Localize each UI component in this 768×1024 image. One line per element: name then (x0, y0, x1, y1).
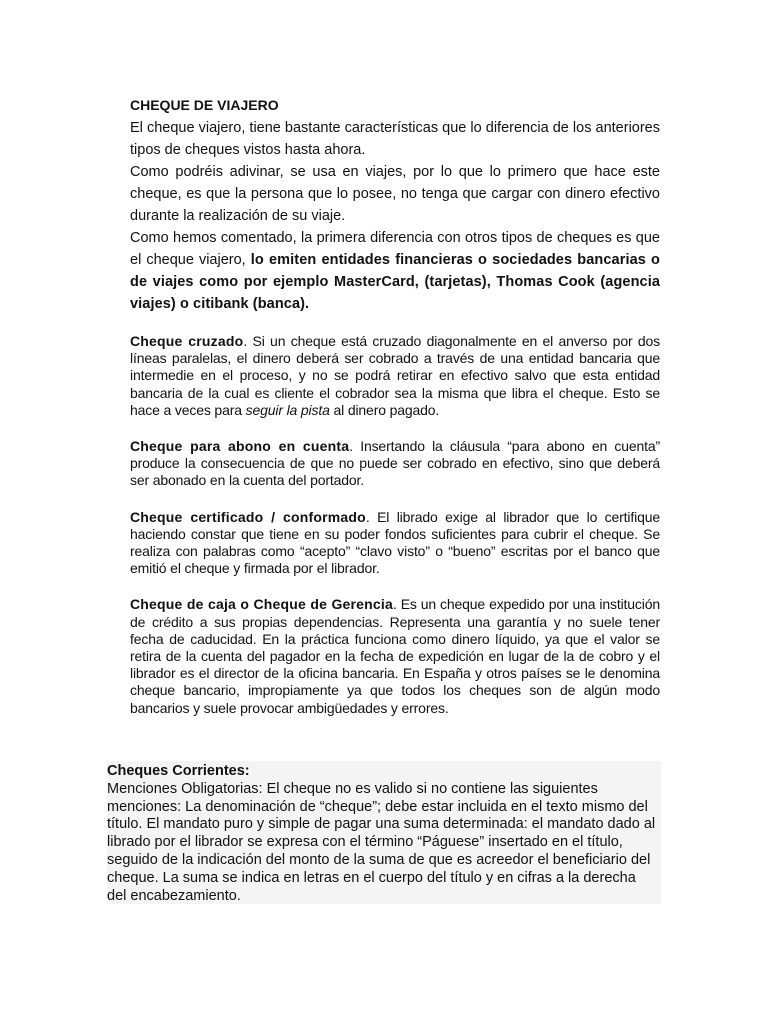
cheque-type-item (130, 438, 660, 490)
cheque-types-section (130, 333, 660, 736)
cheque-type-description: . Es un cheque expedido por una institución de crédito a sus propias dependencias. Representa una garantía y no suele tener fecha de caducidad. En la práctica funciona como dinero líquido, ya que el valor se retira de la cuenta del pagador en la fecha de expedición en lugar de la de cobro y el librador es el director de la oficina bancaria. En España y otros países se le denomina cheque bancario, impropiamente ya que todos los cheques son de algún modo bancarios y suele provocar ambigüedades y errores. (130, 596, 660, 716)
cheque-type-term: Cheque cruzado (130, 333, 244, 349)
current-cheques-box (107, 761, 661, 904)
cheque-type-item (130, 509, 660, 578)
cheque-type-description-tail: al dinero pagado. (329, 401, 440, 418)
cheque-type-description: . Si un cheque está cruzado diagonalmente en el anverso por dos líneas paralelas, el dinero deberá ser cobrado a través de una entidad bancaria que intermedie en el proceso, y no se podrá retirar en efectivo salvo que esta entidad bancaria de la cual es cliente el cobrador sea la misma que libra el cheque. Esto se hace a veces para (130, 333, 660, 418)
cheque-type-term: Cheque certificado / conformado (130, 508, 366, 525)
paragraph (130, 227, 660, 315)
paragraph-intro: Como hemos comentado, la primera diferencia con otros tipos de cheques es que el cheque viajero, (130, 230, 660, 268)
section-title: CHEQUE DE VIAJERO (130, 97, 279, 113)
bold-emphasis: lo emiten entidades financieras o sociedades bancarias o de viajes como por ejemplo MasterCard, (tarjetas), Thomas Cook (agencia viajes) o citibank (banca). (130, 252, 661, 312)
cheque-type-item (130, 596, 660, 716)
box-text: Menciones Obligatorias: El cheque no es valido si no contiene las siguientes menciones: La denominación de “cheque”; debe estar incluida en el texto mismo del título. El mandato puro y simple de pagar una suma determinada: el mandato dado al librado por el librador se expresa con el término “Páguese” insertado en el título, seguido de la indicación del monto de la suma de que es acreedor el beneficiario del cheque. La suma se indica en letras en el cuerpo del título y en cifras a la derecha del encabezamiento. (107, 780, 656, 904)
box-heading: Cheques Corrientes: (107, 763, 250, 779)
cheque-type-description: . El librado exige al librador que lo certifique haciendo constar que tiene en su poder fondos suficientes para cubrir el cheque. Se realiza con palabras como “acepto” “clavo visto” o “bueno” escritas por el banco que emitió el cheque y firmada por el librador. (130, 508, 660, 577)
italic-emphasis: seguir la pista (245, 401, 330, 418)
paragraph: Como podréis adivinar, se usa en viajes, por lo que lo primero que hace este cheque, es que la persona que lo posee, no tenga que cargar con dinero efectivo durante la realización de su viaje. (130, 164, 660, 224)
cheque-type-term: Cheque para abono en cuenta (130, 438, 350, 455)
cheque-type-description: . Insertando la cláusula “para abono en cuenta” produce la consecuencia de que no puede ser cobrado en efectivo, sino que deberá ser abonado en la cuenta del portador. (130, 438, 660, 489)
cheque-type-item (130, 333, 660, 419)
paragraph: El cheque viajero, tiene bastante características que lo diferencia de los anteriores tipos de cheques vistos hasta ahora. (130, 120, 660, 158)
travel-cheque-section (130, 94, 660, 315)
cheque-type-term: Cheque de caja o Cheque de Gerencia (130, 596, 393, 613)
